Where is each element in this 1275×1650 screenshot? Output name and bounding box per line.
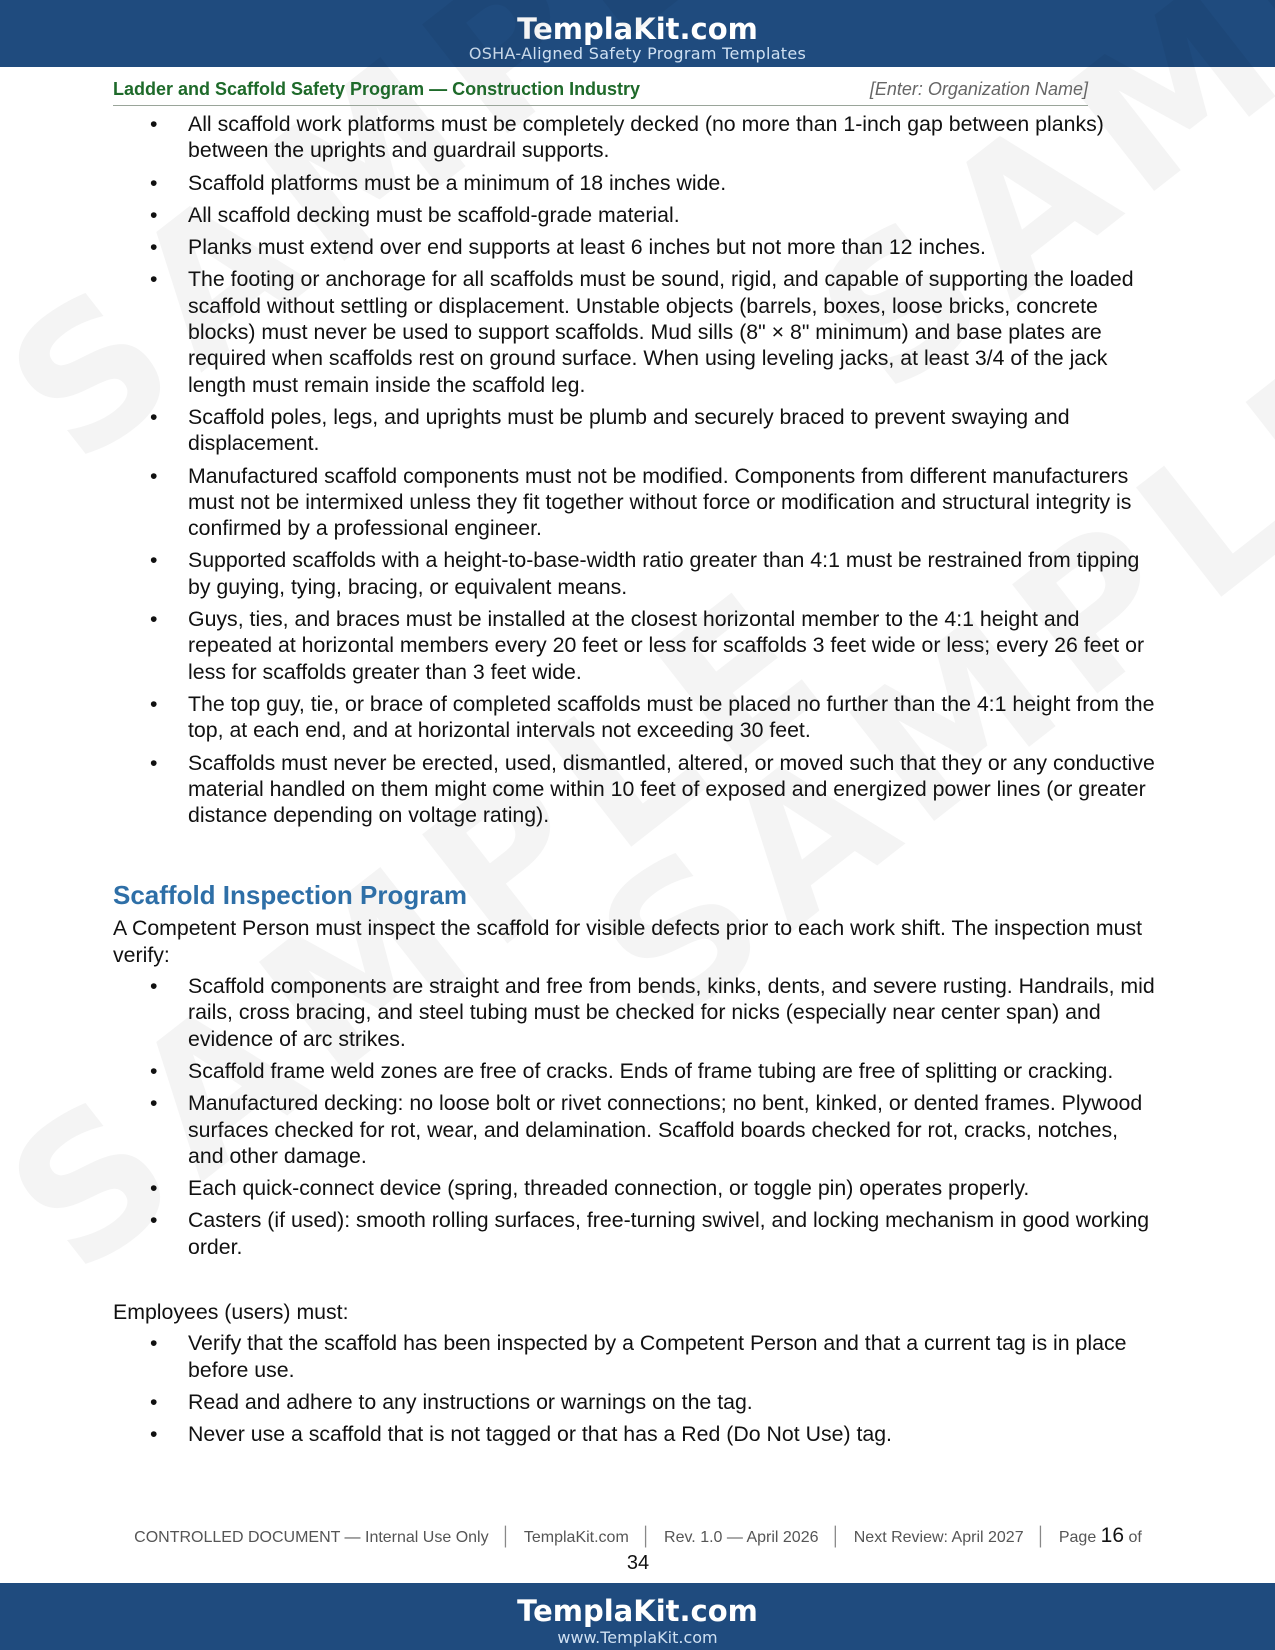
list-item: • All scaffold work platforms must be completely decked (no more than 1-inch gap between planks) between the uprights and guardrail supports. bbox=[150, 112, 1104, 163]
list-item: • Scaffold poles, legs, and uprights must be plumb and securely braced to prevent swaying and displacement. bbox=[150, 404, 1070, 456]
list-item: • Scaffold platforms must be a minimum of 18 inches wide. bbox=[150, 170, 727, 195]
bottom-banner bbox=[0, 1583, 1275, 1650]
list-item: • Supported scaffolds with a height-to-base-width ratio greater than 4:1 must be restrained from tipping by guying, tying, bracing, or equivalent means. bbox=[150, 548, 1140, 599]
footer-revision: Rev. 1.0 — April 2026 bbox=[664, 1529, 819, 1546]
section-heading: Scaffold Inspection Program bbox=[113, 880, 467, 911]
bullet-icon: • bbox=[150, 463, 158, 488]
bullet-icon: • bbox=[150, 235, 158, 260]
controlled-document-label: CONTROLLED DOCUMENT — Internal Use Only bbox=[134, 1529, 489, 1546]
page-total: 34 bbox=[626, 1552, 650, 1574]
list-item: • Manufactured scaffold components must not be modified. Components from different manufacturers must not be intermixed unless they fit together without force or modification and structural integrity is confirmed by a professional engineer. bbox=[150, 463, 1132, 541]
bullet-icon: • bbox=[150, 1091, 158, 1116]
list-item: • Each quick-connect device (spring, threaded connection, or toggle pin) operates properly. bbox=[150, 1176, 1030, 1201]
bullet-icon: • bbox=[150, 974, 158, 999]
employee-rules-list bbox=[113, 1330, 1163, 1447]
page-content bbox=[113, 111, 1163, 1453]
list-item: • All scaffold decking must be scaffold-grade material. bbox=[150, 202, 680, 227]
bullet-icon: • bbox=[150, 607, 158, 632]
bullet-icon: • bbox=[150, 112, 158, 136]
brand-title: TemplaKit.com bbox=[517, 1594, 758, 1628]
organization-placeholder: [Enter: Organization Name] bbox=[869, 79, 1088, 99]
bullet-icon: • bbox=[150, 202, 158, 227]
bullet-icon: • bbox=[150, 267, 158, 292]
list-item: • Read and adhere to any instructions or warnings on the tag. bbox=[150, 1389, 753, 1414]
bullet-icon: • bbox=[150, 750, 158, 775]
page-label: Page bbox=[1058, 1529, 1097, 1546]
bullet-icon: • bbox=[150, 1176, 158, 1201]
running-header bbox=[113, 77, 1088, 106]
list-item: • Scaffolds must never be erected, used, dismantled, altered, or moved such that they or any conductive material handled on them might come within 10 feet of exposed and energized power lines (or greater distance depending on voltage rating). bbox=[150, 750, 1155, 828]
page-number: 16 bbox=[1100, 1524, 1125, 1547]
bullet-icon: • bbox=[150, 548, 158, 573]
list-item: • Scaffold frame weld zones are free of cracks. Ends of frame tubing are free of splitting or cracking. bbox=[150, 1058, 1114, 1083]
brand-url: www.TemplaKit.com bbox=[557, 1628, 718, 1647]
bullet-icon: • bbox=[150, 1331, 158, 1356]
scaffold-requirements-list bbox=[113, 111, 1163, 828]
footer-separator: │ bbox=[640, 1526, 653, 1546]
footer-site: TemplaKit.com bbox=[523, 1529, 629, 1546]
footer-separator: │ bbox=[500, 1526, 512, 1546]
bullet-icon: • bbox=[150, 1389, 158, 1414]
bullet-icon: • bbox=[150, 170, 158, 195]
brand-tagline: OSHA-Aligned Safety Program Templates bbox=[468, 44, 807, 63]
list-item: • Casters (if used): smooth rolling surfaces, free-turning swivel, and locking mechanism in good working order. bbox=[150, 1208, 1150, 1259]
top-banner bbox=[0, 0, 1275, 67]
bullet-icon: • bbox=[150, 1208, 158, 1233]
list-item: • Guys, ties, and braces must be installed at the closest horizontal member to the 4:1 height and repeated at horizontal members every 20 feet or less for scaffolds 3 feet wide or less; every 26 feet or less for scaffolds greater than 3 feet wide. bbox=[150, 607, 1145, 684]
bullet-icon: • bbox=[150, 691, 158, 716]
footer-separator: │ bbox=[830, 1526, 842, 1546]
page-footer bbox=[113, 1523, 1163, 1575]
list-item: • Manufactured decking: no loose bolt or rivet connections; no bent, kinked, or dented frames. Plywood surfaces checked for rot, wear, and delamination. Scaffold boards checked for rot, cracks, notches, and other damage. bbox=[150, 1091, 1143, 1168]
footer-next-review: Next Review: April 2027 bbox=[853, 1529, 1024, 1546]
brand-title: TemplaKit.com bbox=[517, 12, 758, 46]
list-item: • Scaffold components are straight and free from bends, kinks, dents, and severe rusting. Handrails, mid rails, cross bracing, and steel tubing must be checked for nicks (especially near center span) and evidence of arc strikes. bbox=[150, 974, 1155, 1051]
inspection-intro: A Competent Person must inspect the scaffold for visible defects prior to each work shift. The inspection must verify: bbox=[113, 916, 1143, 967]
footer-separator: │ bbox=[1035, 1526, 1047, 1546]
list-item: • Never use a scaffold that is not tagged or that has a Red (Do Not Use) tag. bbox=[150, 1422, 892, 1447]
list-item: • The footing or anchorage for all scaffolds must be sound, rigid, and capable of supporting the loaded scaffold without settling or displacement. Unstable objects (barrels, boxes, loose bricks, concrete blocks) must never be used to support scaffolds. Mud sills (8" × 8" minimum) and base plates are required when scaffolds rest on ground surface. When using leveling jacks, at least 3/4 of the jack length must remain inside the scaffold leg. bbox=[150, 267, 1134, 397]
of-label: of bbox=[1128, 1529, 1142, 1546]
employees-intro: Employees (users) must: bbox=[113, 1299, 349, 1324]
bullet-icon: • bbox=[150, 1058, 158, 1083]
list-item: • Planks must extend over end supports at least 6 inches but not more than 12 inches. bbox=[150, 235, 986, 260]
bullet-icon: • bbox=[150, 1422, 158, 1447]
inspection-checklist bbox=[113, 973, 1163, 1260]
list-item: • The top guy, tie, or brace of completed scaffolds must be placed no further than the 4:1 height from the top, at each end, and at horizontal intervals not exceeding 30 feet. bbox=[150, 691, 1155, 743]
list-item: • Verify that the scaffold has been inspected by a Competent Person and that a current tag is in place before use. bbox=[150, 1331, 1127, 1382]
document-title: Ladder and Scaffold Safety Program — Construction Industry bbox=[113, 79, 641, 99]
bullet-icon: • bbox=[150, 404, 158, 429]
